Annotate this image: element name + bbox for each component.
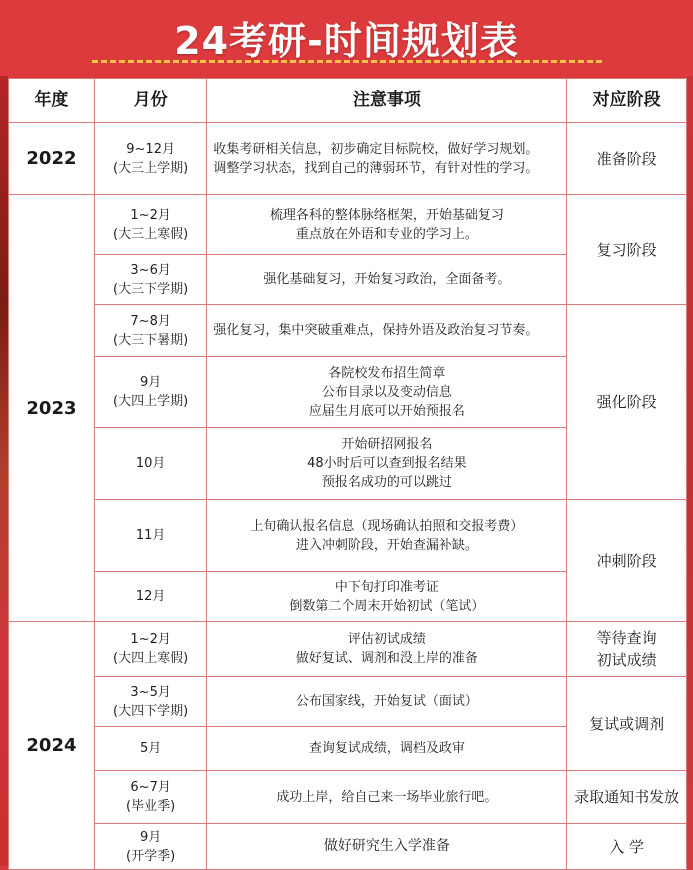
stage-wait-line: 等待查询 (596, 629, 657, 647)
note-line: 重点放在外语和专业的学习上。 (295, 226, 478, 242)
month-cell (94, 255, 206, 305)
month-term: (开学季) (126, 848, 176, 864)
table-header-row (9, 79, 687, 123)
note-line: 48小时后可以查到报名结果 (307, 456, 467, 471)
right-edge-decoration (687, 0, 693, 866)
month-term: (大三下学期) (113, 281, 189, 297)
month-term: (大四上学期) (113, 394, 189, 409)
month-range: 7~8月 (130, 313, 171, 329)
table-row (9, 824, 687, 870)
month-cell (94, 305, 206, 357)
note-line: 调整学习状态，找到自己的薄弱环节，有针对性的学习。 (213, 160, 539, 176)
month-term: (大三下暑期) (113, 332, 189, 348)
month-cell (94, 357, 206, 428)
stage-wait (567, 622, 687, 677)
note-line: 查询复试成绩，调档及政审 (308, 741, 465, 756)
month-range: 9月 (139, 375, 162, 390)
month-term: (大三上学期) (113, 160, 189, 176)
note-line: 开始研招网报名 (341, 437, 433, 452)
stage-admission: 录取通知书发放 (567, 771, 687, 824)
note-cell (207, 428, 567, 500)
month-cell (94, 771, 206, 824)
table-row (9, 195, 687, 255)
month-range: 1~2月 (130, 207, 171, 223)
note-cell (207, 727, 567, 771)
note-line: 上旬确认报名信息（现场确认拍照和交报考费） (250, 518, 524, 534)
schedule-table (8, 78, 687, 870)
month-range: 9~12月 (126, 141, 175, 157)
month-cell (94, 677, 206, 727)
month-range: 3~6月 (130, 262, 171, 278)
note-line: 应届生月底可以开始预报名 (308, 403, 465, 419)
month-term: (大三上寒假) (113, 226, 189, 242)
title-dashed-underline (92, 60, 602, 63)
note-cell (207, 123, 567, 195)
month-term: (毕业季) (126, 799, 176, 814)
year-2023: 2023 (9, 195, 95, 622)
month-range: 3~5月 (130, 684, 171, 700)
month-range: 6~7月 (130, 780, 171, 795)
month-cell (94, 622, 206, 677)
note-line: 成功上岸，给自己来一场毕业旅行吧。 (276, 789, 498, 805)
month-cell (94, 195, 206, 255)
table-row (9, 771, 687, 824)
note-line: 强化基础复习，开始复习政治，全面备考。 (263, 272, 511, 287)
note-cell (207, 195, 567, 255)
note-line: 公布目录以及变动信息 (321, 384, 452, 400)
note-line: 评估初试成绩 (347, 632, 426, 647)
table-row (9, 123, 687, 195)
month-term: (大四下学期) (113, 703, 189, 719)
month-cell (94, 727, 206, 771)
stage-strengthen: 强化阶段 (567, 305, 687, 500)
note-cell (207, 255, 567, 305)
stage-sprint: 冲刺阶段 (567, 500, 687, 622)
header-year: 年度 (9, 79, 95, 123)
month-range: 10月 (135, 456, 166, 471)
header-note: 注意事项 (207, 79, 567, 123)
month-cell (94, 572, 206, 622)
note-cell (207, 771, 567, 824)
table-row (9, 622, 687, 677)
month-range: 5月 (139, 741, 162, 756)
note-line: 梳理各科的整体脉络框架，开始基础复习 (269, 207, 504, 223)
month-range: 9月 (139, 829, 162, 845)
stage-prepare: 准备阶段 (567, 123, 687, 195)
note-line: 各院校发布招生简章 (328, 365, 446, 381)
table-row (9, 305, 687, 357)
note-line: 做好研究生入学准备 (323, 838, 450, 854)
stage-wait-line: 初试成绩 (596, 651, 657, 669)
month-term: (大四上寒假) (113, 651, 189, 666)
note-cell (207, 572, 567, 622)
stage-retest: 复试或调剂 (567, 677, 687, 771)
month-range: 11月 (135, 528, 166, 543)
note-cell (207, 622, 567, 677)
year-2024: 2024 (9, 622, 95, 870)
month-range: 12月 (135, 589, 166, 604)
header-stage: 对应阶段 (567, 79, 687, 123)
table-row (9, 677, 687, 727)
note-cell (207, 824, 567, 870)
page-title: 24考研-时间规划表 (174, 19, 519, 63)
note-line: 中下旬打印准考证 (334, 579, 439, 595)
month-cell (94, 500, 206, 572)
month-cell (94, 428, 206, 500)
table-row (9, 500, 687, 572)
note-cell (207, 357, 567, 428)
stage-review: 复习阶段 (567, 195, 687, 305)
note-cell (207, 500, 567, 572)
note-cell (207, 305, 567, 357)
month-cell (94, 824, 206, 870)
year-2022: 2022 (9, 123, 95, 195)
note-line: 预报名成功的可以跳过 (321, 475, 452, 490)
schedule-sheet (8, 78, 687, 866)
header-month: 月份 (94, 79, 206, 123)
month-cell (94, 123, 206, 195)
note-cell (207, 677, 567, 727)
note-line: 做好复试、调剂和没上岸的准备 (295, 651, 478, 666)
month-range: 1~2月 (130, 632, 171, 647)
note-line: 倒数第二个周末开始初试（笔试） (289, 598, 485, 614)
stage-enroll: 入 学 (567, 824, 687, 870)
note-line: 进入冲刺阶段，开始查漏补缺。 (295, 537, 478, 553)
title-banner (0, 0, 693, 76)
note-line: 强化复习，集中突破重难点，保持外语及政治复习节奏。 (213, 323, 539, 338)
note-line: 公布国家线，开始复试（面试） (295, 694, 478, 709)
note-line: 收集考研相关信息，初步确定目标院校，做好学习规划。 (213, 141, 539, 157)
left-edge-decoration (0, 0, 8, 866)
